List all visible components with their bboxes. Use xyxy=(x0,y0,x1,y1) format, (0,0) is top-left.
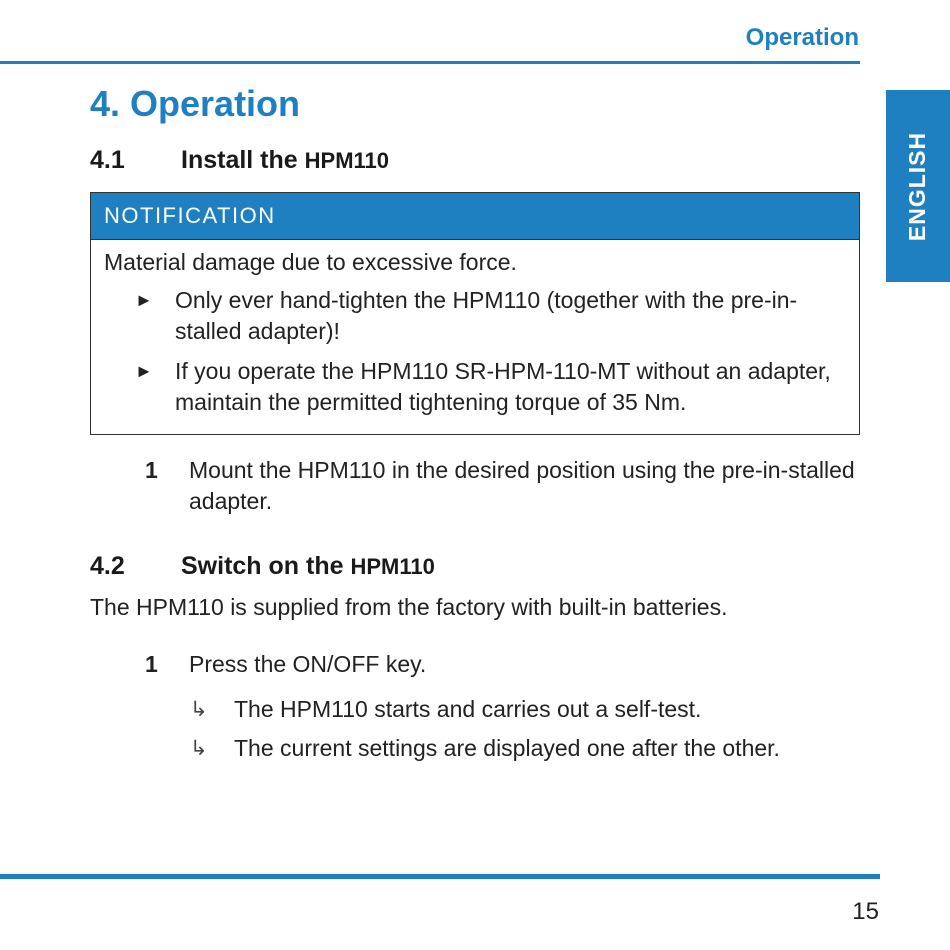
section-model: HPM110 xyxy=(350,554,435,579)
result-text: The current settings are displayed one after the other. xyxy=(234,735,780,761)
page-number: 15 xyxy=(852,898,879,925)
section-heading-4-1 xyxy=(90,146,389,175)
step-number: 1 xyxy=(145,457,158,483)
result-text: The HPM110 starts and carries out a self-test. xyxy=(234,696,702,722)
notification-heading: NOTIFICATION xyxy=(91,193,859,240)
chapter-title: 4. Operation xyxy=(90,83,301,124)
bullet-text: If you operate the HPM110 SR-HPM-110-MT without an adapter, maintain the permitted tightening torque of 35 Nm. xyxy=(175,358,831,415)
section-title: Install the xyxy=(181,146,305,174)
section-title: Switch on the xyxy=(181,552,351,580)
notification-box xyxy=(90,192,860,435)
bullet-arrow-icon: ► xyxy=(135,290,153,310)
language-label: ENGLISH xyxy=(904,131,931,241)
bullet-text: Only ever hand-tighten the HPM110 (together with the pre-in-stalled adapter)! xyxy=(175,287,798,344)
language-tab xyxy=(886,90,950,282)
running-header: Operation xyxy=(745,24,859,51)
result-arrow-icon: ↳ xyxy=(190,698,208,721)
footer-rule xyxy=(0,874,880,879)
intro-paragraph: The HPM110 is supplied from the factory with built-in batteries. xyxy=(90,594,728,620)
section-heading-4-2 xyxy=(90,552,435,581)
section-number: 4.2 xyxy=(90,552,125,580)
step-number: 1 xyxy=(145,651,158,677)
step-text: Press the ON/OFF key. xyxy=(189,651,427,677)
result-arrow-icon: ↳ xyxy=(190,737,208,760)
bullet-arrow-icon: ► xyxy=(135,361,153,381)
header-rule xyxy=(0,61,860,64)
section-model: HPM110 xyxy=(304,148,390,173)
step-text: Mount the HPM110 in the desired position using the pre-in-stalled adapter. xyxy=(189,457,855,514)
section-number: 4.1 xyxy=(90,146,125,174)
notification-text: Material damage due to excessive force. xyxy=(104,249,517,275)
